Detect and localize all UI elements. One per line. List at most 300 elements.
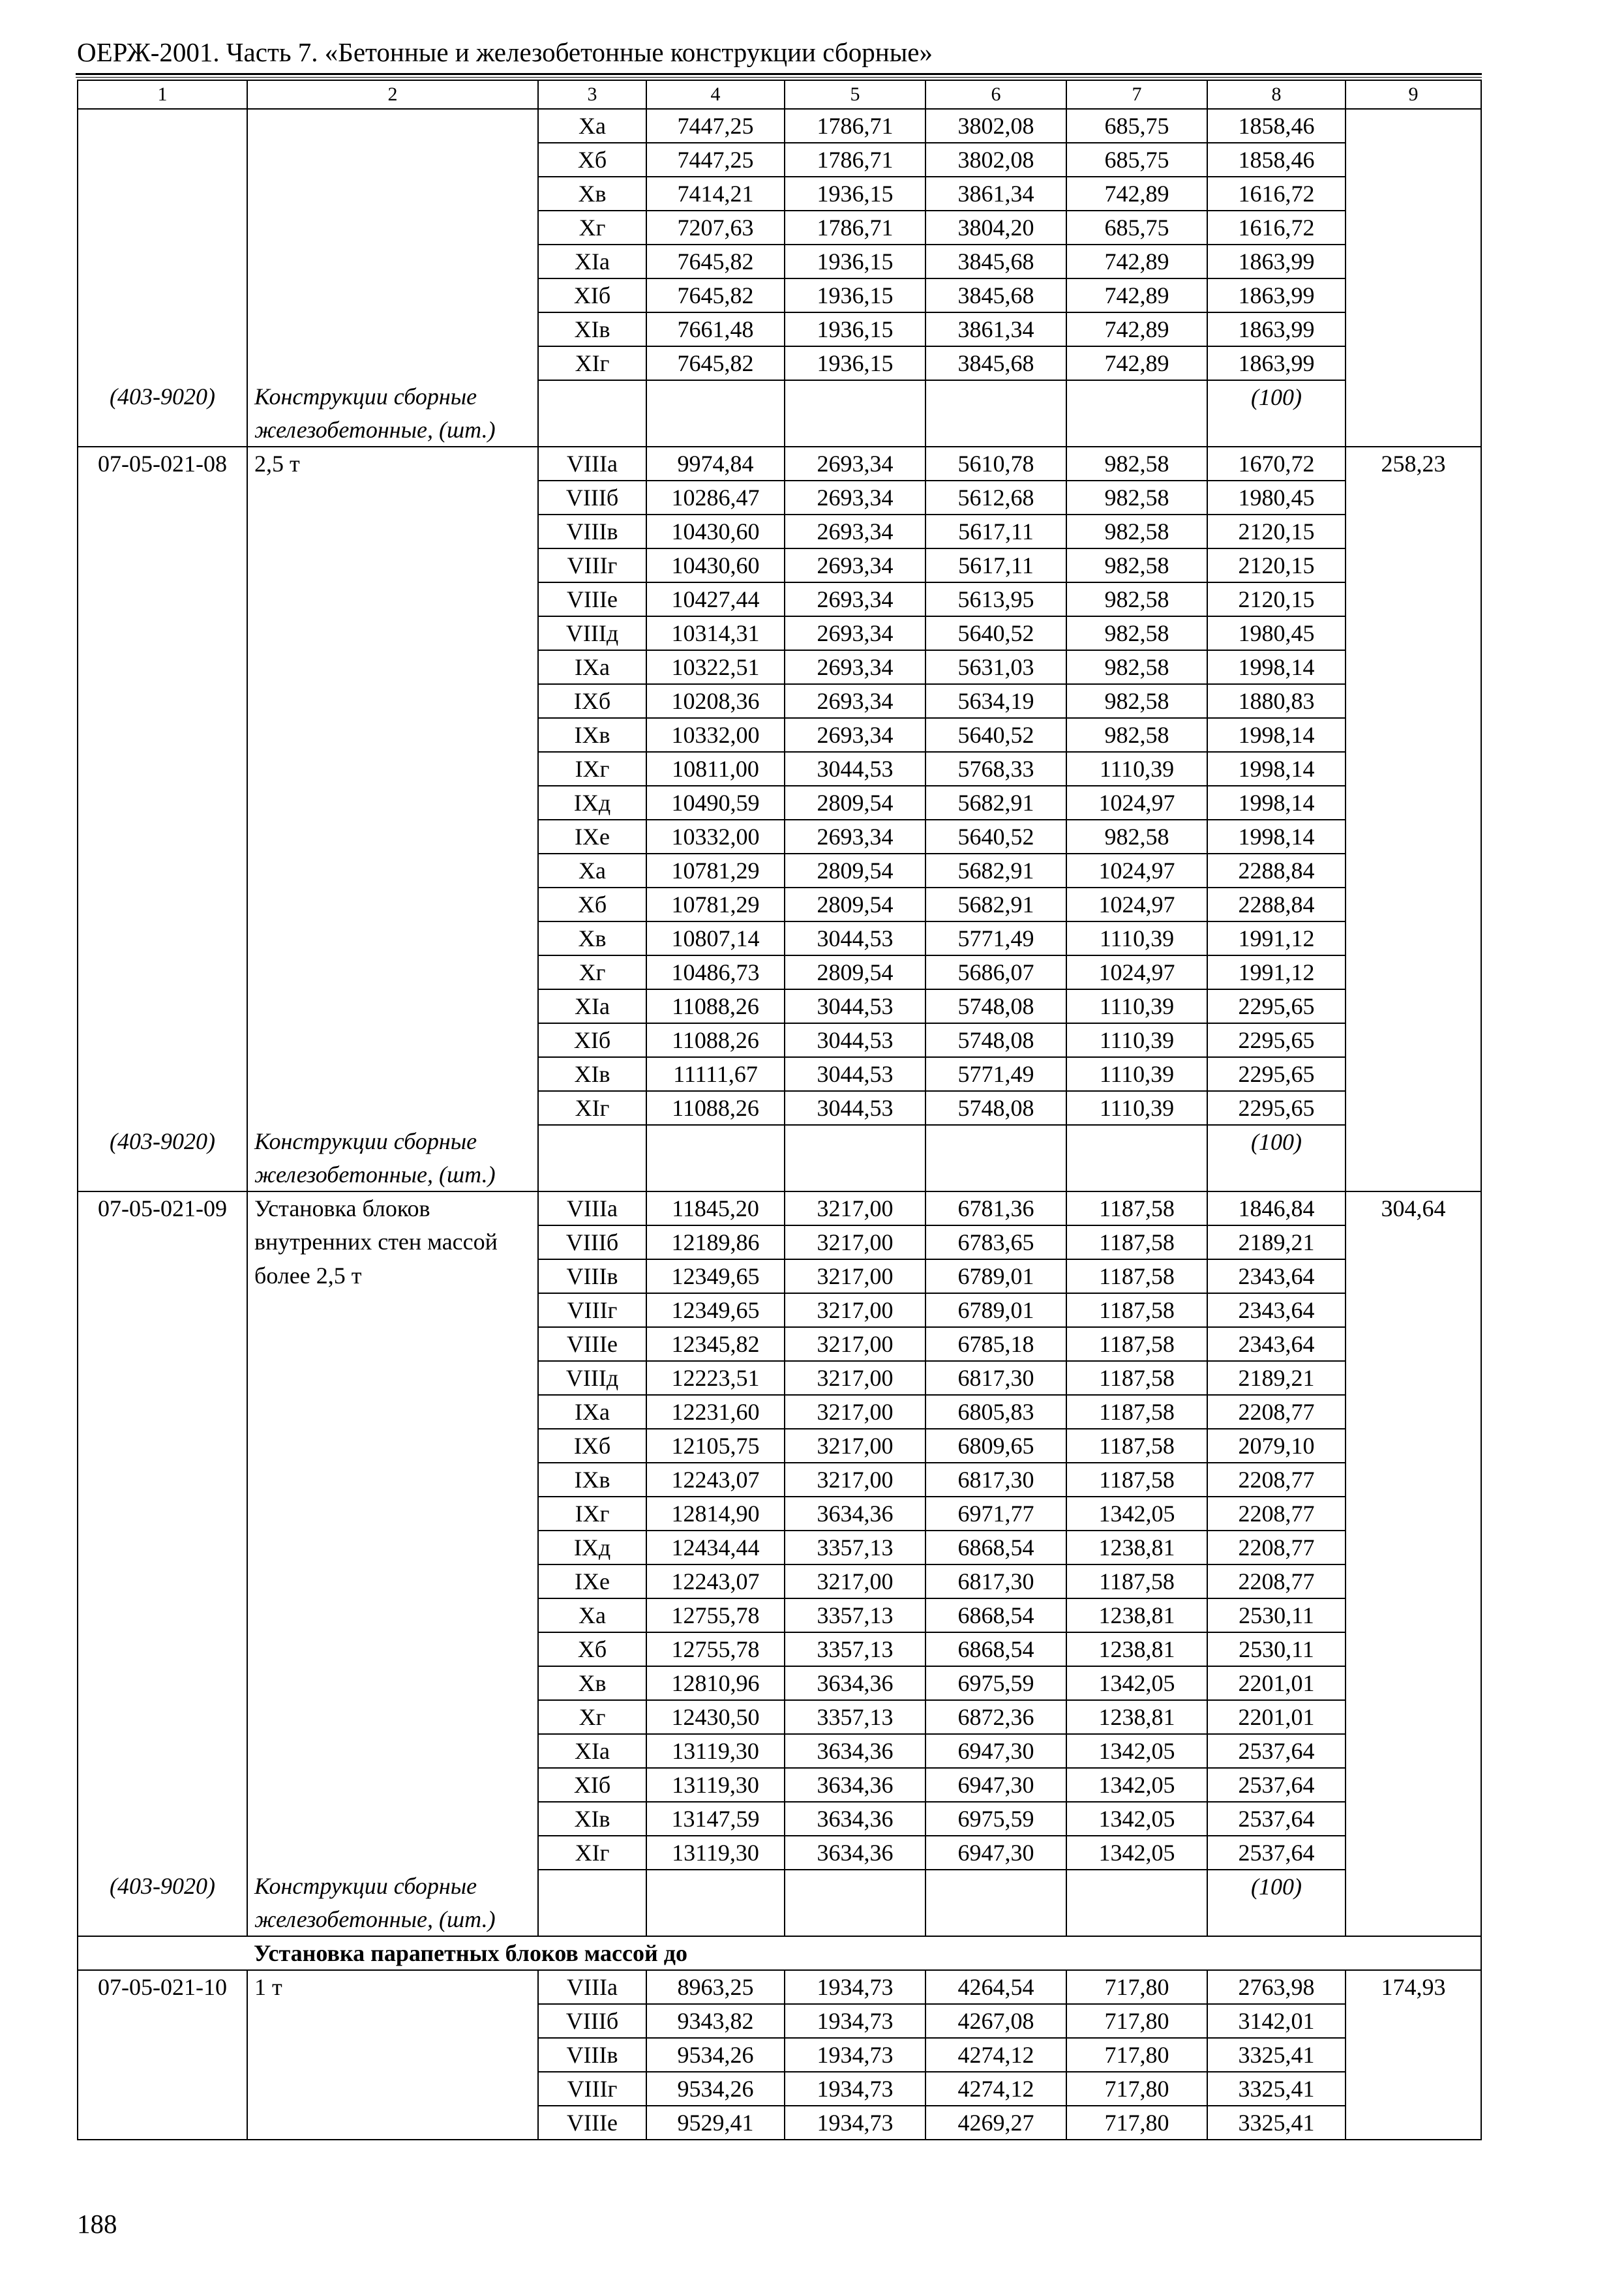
value-cell-8: 1863,99	[1207, 312, 1346, 346]
table-row	[78, 1091, 1481, 1125]
norm-description-cell	[247, 854, 538, 888]
resource-empty-cell	[1346, 1125, 1481, 1158]
value-cell-4: 10430,60	[646, 548, 785, 582]
norm-description-cell	[247, 211, 538, 245]
value-cell-6: 6868,54	[925, 1598, 1066, 1632]
table-row	[78, 718, 1481, 752]
norm-code-cell	[78, 1666, 247, 1700]
region-cell: IXд	[538, 786, 646, 820]
norm-code-cell	[78, 1632, 247, 1666]
norm-code-cell: 07-05-021-10	[78, 1970, 247, 2004]
resource-empty-cell	[1066, 380, 1207, 413]
norm-code-cell	[78, 1395, 247, 1429]
value-cell-4: 11088,26	[646, 1023, 785, 1057]
value-cell-4: 12189,86	[646, 1225, 785, 1259]
resource-amount-cell: (100)	[1207, 1125, 1346, 1158]
norm-description-cell	[247, 1802, 538, 1836]
value-cell-4: 11088,26	[646, 1091, 785, 1125]
table-row	[78, 1293, 1481, 1327]
value-cell-5: 2693,34	[785, 582, 925, 616]
value-cell-8: 2530,11	[1207, 1598, 1346, 1632]
value-cell-4: 10811,00	[646, 752, 785, 786]
norm-description-cell	[247, 650, 538, 684]
table-row	[78, 1970, 1481, 2004]
table-row	[78, 143, 1481, 177]
value-cell-4: 12243,07	[646, 1463, 785, 1497]
norm-description-cell	[247, 1564, 538, 1598]
norm-description-cell	[247, 684, 538, 718]
resource-empty-cell	[1346, 1870, 1481, 1903]
value-cell-6: 5686,07	[925, 955, 1066, 989]
table-row	[78, 616, 1481, 650]
region-cell: VIIIa	[538, 1191, 646, 1225]
value-cell-7: 1024,97	[1066, 854, 1207, 888]
region-cell: IXг	[538, 1497, 646, 1531]
col9-cell	[1346, 2106, 1481, 2140]
value-cell-6: 3861,34	[925, 312, 1066, 346]
norm-code-cell	[78, 481, 247, 515]
resource-empty-cell	[78, 413, 247, 447]
norm-description-cell	[247, 1531, 538, 1564]
value-cell-7: 717,80	[1066, 2004, 1207, 2038]
resource-row	[78, 380, 1481, 413]
norm-description-cell	[247, 109, 538, 143]
table-row	[78, 989, 1481, 1023]
value-cell-7: 982,58	[1066, 820, 1207, 854]
norm-code-cell: 07-05-021-08	[78, 447, 247, 481]
value-cell-5: 1936,15	[785, 312, 925, 346]
value-cell-5: 3217,00	[785, 1191, 925, 1225]
region-cell: VIIIв	[538, 515, 646, 548]
norm-code-cell	[78, 820, 247, 854]
norm-code-cell: 07-05-021-09	[78, 1191, 247, 1225]
value-cell-5: 3217,00	[785, 1395, 925, 1429]
norm-description-cell	[247, 1463, 538, 1497]
table-row	[78, 1361, 1481, 1395]
value-cell-4: 10486,73	[646, 955, 785, 989]
value-cell-7: 1238,81	[1066, 1531, 1207, 1564]
value-cell-8: 1616,72	[1207, 211, 1346, 245]
col9-cell	[1346, 1259, 1481, 1293]
value-cell-5: 1936,15	[785, 245, 925, 278]
norm-code-cell	[78, 177, 247, 211]
norm-description-cell	[247, 989, 538, 1023]
section-title: Установка парапетных блоков массой до	[247, 1936, 1481, 1970]
value-cell-5: 3217,00	[785, 1564, 925, 1598]
norm-description-cell	[247, 616, 538, 650]
col9-cell	[1346, 1802, 1481, 1836]
table-row	[78, 1191, 1481, 1225]
value-cell-8: 2343,64	[1207, 1259, 1346, 1293]
norm-description-cell	[247, 1293, 538, 1327]
value-cell-5: 2693,34	[785, 515, 925, 548]
value-cell-7: 1187,58	[1066, 1293, 1207, 1327]
col9-cell	[1346, 1564, 1481, 1598]
value-cell-7: 1187,58	[1066, 1564, 1207, 1598]
value-cell-8: 2208,77	[1207, 1564, 1346, 1598]
table-row	[78, 752, 1481, 786]
value-cell-4: 12223,51	[646, 1361, 785, 1395]
value-cell-7: 1187,58	[1066, 1327, 1207, 1361]
col9-cell	[1346, 1768, 1481, 1802]
norm-code-cell	[78, 1836, 247, 1870]
table-row	[78, 1259, 1481, 1293]
resource-empty-cell	[925, 413, 1066, 447]
resource-name-cell: Конструкции сборные	[247, 380, 538, 413]
table-row	[78, 1327, 1481, 1361]
value-cell-5: 2809,54	[785, 786, 925, 820]
resource-name-cell: Конструкции сборные	[247, 1870, 538, 1903]
table-row	[78, 346, 1481, 380]
value-cell-6: 6809,65	[925, 1429, 1066, 1463]
region-cell: XIв	[538, 312, 646, 346]
value-cell-8: 2189,21	[1207, 1361, 1346, 1395]
col9-cell: 304,64	[1346, 1191, 1481, 1225]
norm-code-cell	[78, 1259, 247, 1293]
value-cell-4: 11088,26	[646, 989, 785, 1023]
value-cell-4: 7645,82	[646, 245, 785, 278]
region-cell: IXe	[538, 820, 646, 854]
resource-amount-cell: (100)	[1207, 1870, 1346, 1903]
region-cell: IXб	[538, 1429, 646, 1463]
table-row	[78, 1225, 1481, 1259]
region-cell: VIIIa	[538, 447, 646, 481]
col9-cell	[1346, 752, 1481, 786]
region-cell: IXб	[538, 684, 646, 718]
region-cell: Xв	[538, 921, 646, 955]
norm-code-cell	[78, 616, 247, 650]
norm-code-cell	[78, 1361, 247, 1395]
value-cell-6: 6783,65	[925, 1225, 1066, 1259]
norm-description-cell	[247, 1327, 538, 1361]
region-cell: XIв	[538, 1057, 646, 1091]
resource-empty-cell	[1066, 1903, 1207, 1936]
norm-code-cell	[78, 786, 247, 820]
value-cell-6: 5748,08	[925, 1023, 1066, 1057]
value-cell-8: 2343,64	[1207, 1293, 1346, 1327]
value-cell-4: 9974,84	[646, 447, 785, 481]
value-cell-7: 1110,39	[1066, 989, 1207, 1023]
col9-cell	[1346, 312, 1481, 346]
value-cell-4: 7645,82	[646, 346, 785, 380]
resource-code-cell: (403-9020)	[78, 380, 247, 413]
value-cell-5: 2693,34	[785, 820, 925, 854]
table-row	[78, 1666, 1481, 1700]
value-cell-7: 1187,58	[1066, 1395, 1207, 1429]
col9-cell	[1346, 1463, 1481, 1497]
value-cell-8: 2295,65	[1207, 1023, 1346, 1057]
col9-cell	[1346, 921, 1481, 955]
value-cell-5: 3357,13	[785, 1700, 925, 1734]
value-cell-7: 1187,58	[1066, 1361, 1207, 1395]
col9-cell	[1346, 109, 1481, 143]
col9-cell	[1346, 718, 1481, 752]
value-cell-8: 2295,65	[1207, 1057, 1346, 1091]
norm-description-cell	[247, 2106, 538, 2140]
value-cell-7: 717,80	[1066, 2038, 1207, 2072]
value-cell-5: 1934,73	[785, 2038, 925, 2072]
value-cell-6: 5634,19	[925, 684, 1066, 718]
value-cell-6: 6975,59	[925, 1802, 1066, 1836]
norm-code-cell	[78, 888, 247, 921]
value-cell-5: 2693,34	[785, 548, 925, 582]
value-cell-6: 3804,20	[925, 211, 1066, 245]
norm-code-cell	[78, 1023, 247, 1057]
value-cell-8: 3325,41	[1207, 2072, 1346, 2106]
column-header-1: 1	[78, 80, 247, 109]
value-cell-5: 3634,36	[785, 1497, 925, 1531]
value-cell-7: 1187,58	[1066, 1429, 1207, 1463]
value-cell-6: 4274,12	[925, 2038, 1066, 2072]
value-cell-6: 3802,08	[925, 109, 1066, 143]
value-cell-8: 2288,84	[1207, 888, 1346, 921]
value-cell-8: 2208,77	[1207, 1395, 1346, 1429]
norm-code-cell	[78, 245, 247, 278]
col9-cell	[1346, 989, 1481, 1023]
value-cell-8: 1616,72	[1207, 177, 1346, 211]
column-header-7: 7	[1066, 80, 1207, 109]
value-cell-5: 3357,13	[785, 1598, 925, 1632]
value-cell-8: 1670,72	[1207, 447, 1346, 481]
region-cell: VIIIг	[538, 548, 646, 582]
value-cell-7: 982,58	[1066, 515, 1207, 548]
resource-empty-cell	[78, 1903, 247, 1936]
col9-cell	[1346, 1734, 1481, 1768]
value-cell-7: 1024,97	[1066, 955, 1207, 989]
resource-empty-cell	[646, 1125, 785, 1158]
region-cell: Xб	[538, 143, 646, 177]
value-cell-6: 6947,30	[925, 1768, 1066, 1802]
value-cell-4: 9534,26	[646, 2038, 785, 2072]
col9-cell	[1346, 582, 1481, 616]
resource-empty-cell	[1066, 413, 1207, 447]
value-cell-5: 2809,54	[785, 854, 925, 888]
value-cell-6: 4267,08	[925, 2004, 1066, 2038]
norm-code-cell	[78, 1463, 247, 1497]
norm-code-cell	[78, 143, 247, 177]
column-header-5: 5	[785, 80, 925, 109]
value-cell-6: 6817,30	[925, 1361, 1066, 1395]
col9-cell	[1346, 177, 1481, 211]
value-cell-4: 12345,82	[646, 1327, 785, 1361]
value-cell-4: 10332,00	[646, 820, 785, 854]
value-cell-7: 1187,58	[1066, 1259, 1207, 1293]
norm-code-cell	[78, 684, 247, 718]
table-row	[78, 921, 1481, 955]
value-cell-4: 7447,25	[646, 143, 785, 177]
value-cell-5: 3217,00	[785, 1429, 925, 1463]
norm-description-cell	[247, 1497, 538, 1531]
value-cell-5: 3634,36	[785, 1836, 925, 1870]
resource-empty-cell	[1207, 1158, 1346, 1191]
value-cell-4: 12430,50	[646, 1700, 785, 1734]
region-cell: VIIIг	[538, 2072, 646, 2106]
region-cell: XIв	[538, 1802, 646, 1836]
col9-cell	[1346, 1361, 1481, 1395]
region-cell: Xa	[538, 854, 646, 888]
region-cell: IXв	[538, 718, 646, 752]
table-row	[78, 1768, 1481, 1802]
table-row	[78, 177, 1481, 211]
value-cell-5: 1934,73	[785, 2106, 925, 2140]
norms-table	[77, 80, 1482, 2140]
resource-empty-cell	[646, 1903, 785, 1936]
norm-description-cell	[247, 888, 538, 921]
resource-empty-cell	[538, 1903, 646, 1936]
resource-empty-cell	[646, 1158, 785, 1191]
value-cell-6: 6868,54	[925, 1632, 1066, 1666]
col9-cell	[1346, 1225, 1481, 1259]
norm-code-cell	[78, 1497, 247, 1531]
region-cell: Xв	[538, 1666, 646, 1700]
table-row	[78, 211, 1481, 245]
value-cell-5: 3217,00	[785, 1259, 925, 1293]
table-row	[78, 1395, 1481, 1429]
value-cell-7: 1342,05	[1066, 1734, 1207, 1768]
region-cell: XIa	[538, 1734, 646, 1768]
value-cell-8: 2537,64	[1207, 1802, 1346, 1836]
region-cell: VIIIв	[538, 1259, 646, 1293]
value-cell-7: 982,58	[1066, 650, 1207, 684]
value-cell-7: 1187,58	[1066, 1463, 1207, 1497]
region-cell: IXв	[538, 1463, 646, 1497]
region-cell: VIIIe	[538, 1327, 646, 1361]
value-cell-6: 6781,36	[925, 1191, 1066, 1225]
value-cell-7: 685,75	[1066, 143, 1207, 177]
column-header-9: 9	[1346, 80, 1481, 109]
value-cell-6: 6868,54	[925, 1531, 1066, 1564]
value-cell-8: 2208,77	[1207, 1531, 1346, 1564]
value-cell-7: 1110,39	[1066, 921, 1207, 955]
value-cell-4: 12105,75	[646, 1429, 785, 1463]
norm-code-cell	[78, 1327, 247, 1361]
region-cell: IXд	[538, 1531, 646, 1564]
region-cell: VIIIд	[538, 1361, 646, 1395]
value-cell-8: 1846,84	[1207, 1191, 1346, 1225]
col9-cell	[1346, 211, 1481, 245]
norm-code-cell	[78, 1734, 247, 1768]
norm-code-cell	[78, 582, 247, 616]
norm-description-cell	[247, 346, 538, 380]
norm-description-cell	[247, 1836, 538, 1870]
value-cell-6: 3845,68	[925, 245, 1066, 278]
region-cell: IXe	[538, 1564, 646, 1598]
resource-empty-cell	[785, 380, 925, 413]
resource-name-cell: железобетонные, (шт.)	[247, 1903, 538, 1936]
value-cell-4: 12434,44	[646, 1531, 785, 1564]
value-cell-4: 12231,60	[646, 1395, 785, 1429]
region-cell: VIIIe	[538, 2106, 646, 2140]
value-cell-6: 5640,52	[925, 820, 1066, 854]
value-cell-4: 10322,51	[646, 650, 785, 684]
value-cell-7: 1238,81	[1066, 1598, 1207, 1632]
value-cell-8: 2079,10	[1207, 1429, 1346, 1463]
norm-description-cell: 2,5 т	[247, 447, 538, 481]
column-header-row	[78, 80, 1481, 109]
region-cell: XIг	[538, 1091, 646, 1125]
table-row	[78, 1497, 1481, 1531]
resource-empty-cell	[1207, 413, 1346, 447]
value-cell-4: 10332,00	[646, 718, 785, 752]
col9-cell	[1346, 684, 1481, 718]
value-cell-7: 742,89	[1066, 245, 1207, 278]
value-cell-8: 3325,41	[1207, 2038, 1346, 2072]
value-cell-6: 5768,33	[925, 752, 1066, 786]
region-cell: Xв	[538, 177, 646, 211]
norm-description-cell	[247, 515, 538, 548]
value-cell-5: 3634,36	[785, 1802, 925, 1836]
resource-empty-cell	[785, 1870, 925, 1903]
value-cell-6: 6785,18	[925, 1327, 1066, 1361]
norm-code-cell	[78, 2106, 247, 2140]
value-cell-5: 3217,00	[785, 1463, 925, 1497]
value-cell-7: 1342,05	[1066, 1768, 1207, 1802]
value-cell-5: 3357,13	[785, 1632, 925, 1666]
value-cell-4: 10807,14	[646, 921, 785, 955]
value-cell-4: 12349,65	[646, 1259, 785, 1293]
value-cell-6: 5617,11	[925, 548, 1066, 582]
value-cell-6: 5682,91	[925, 854, 1066, 888]
region-cell: VIIIв	[538, 2038, 646, 2072]
table-row	[78, 955, 1481, 989]
value-cell-8: 1858,46	[1207, 109, 1346, 143]
table-row	[78, 820, 1481, 854]
value-cell-7: 1342,05	[1066, 1802, 1207, 1836]
value-cell-6: 6947,30	[925, 1836, 1066, 1870]
value-cell-7: 685,75	[1066, 109, 1207, 143]
table-row	[78, 312, 1481, 346]
value-cell-7: 717,80	[1066, 1970, 1207, 2004]
value-cell-6: 5682,91	[925, 888, 1066, 921]
value-cell-7: 1024,97	[1066, 786, 1207, 820]
value-cell-5: 3217,00	[785, 1293, 925, 1327]
resource-empty-cell	[538, 1870, 646, 1903]
value-cell-4: 10430,60	[646, 515, 785, 548]
value-cell-7: 982,58	[1066, 481, 1207, 515]
norm-code-cell	[78, 1564, 247, 1598]
header-rule-thin	[76, 77, 1482, 78]
value-cell-6: 6817,30	[925, 1564, 1066, 1598]
norm-description-cell: Установка блоков	[247, 1191, 538, 1225]
resource-empty-cell	[1066, 1158, 1207, 1191]
norm-description-cell	[247, 548, 538, 582]
value-cell-5: 2693,34	[785, 684, 925, 718]
table-row	[78, 1463, 1481, 1497]
norm-description-cell	[247, 1091, 538, 1125]
value-cell-4: 11111,67	[646, 1057, 785, 1091]
value-cell-6: 4274,12	[925, 2072, 1066, 2106]
value-cell-8: 2120,15	[1207, 515, 1346, 548]
resource-row	[78, 1125, 1481, 1158]
table-row	[78, 684, 1481, 718]
resource-row	[78, 1870, 1481, 1903]
col9-cell	[1346, 786, 1481, 820]
value-cell-4: 12349,65	[646, 1293, 785, 1327]
norm-description-cell	[247, 921, 538, 955]
value-cell-8: 1998,14	[1207, 786, 1346, 820]
resource-empty-cell	[538, 1158, 646, 1191]
value-cell-4: 7661,48	[646, 312, 785, 346]
value-cell-5: 1786,71	[785, 109, 925, 143]
value-cell-4: 13119,30	[646, 1836, 785, 1870]
table-row	[78, 447, 1481, 481]
value-cell-6: 5682,91	[925, 786, 1066, 820]
norm-description-cell: 1 т	[247, 1970, 538, 2004]
value-cell-8: 1863,99	[1207, 346, 1346, 380]
norm-code-cell	[78, 2004, 247, 2038]
norm-description-cell: внутренних стен массой	[247, 1225, 538, 1259]
norm-code-cell	[78, 312, 247, 346]
